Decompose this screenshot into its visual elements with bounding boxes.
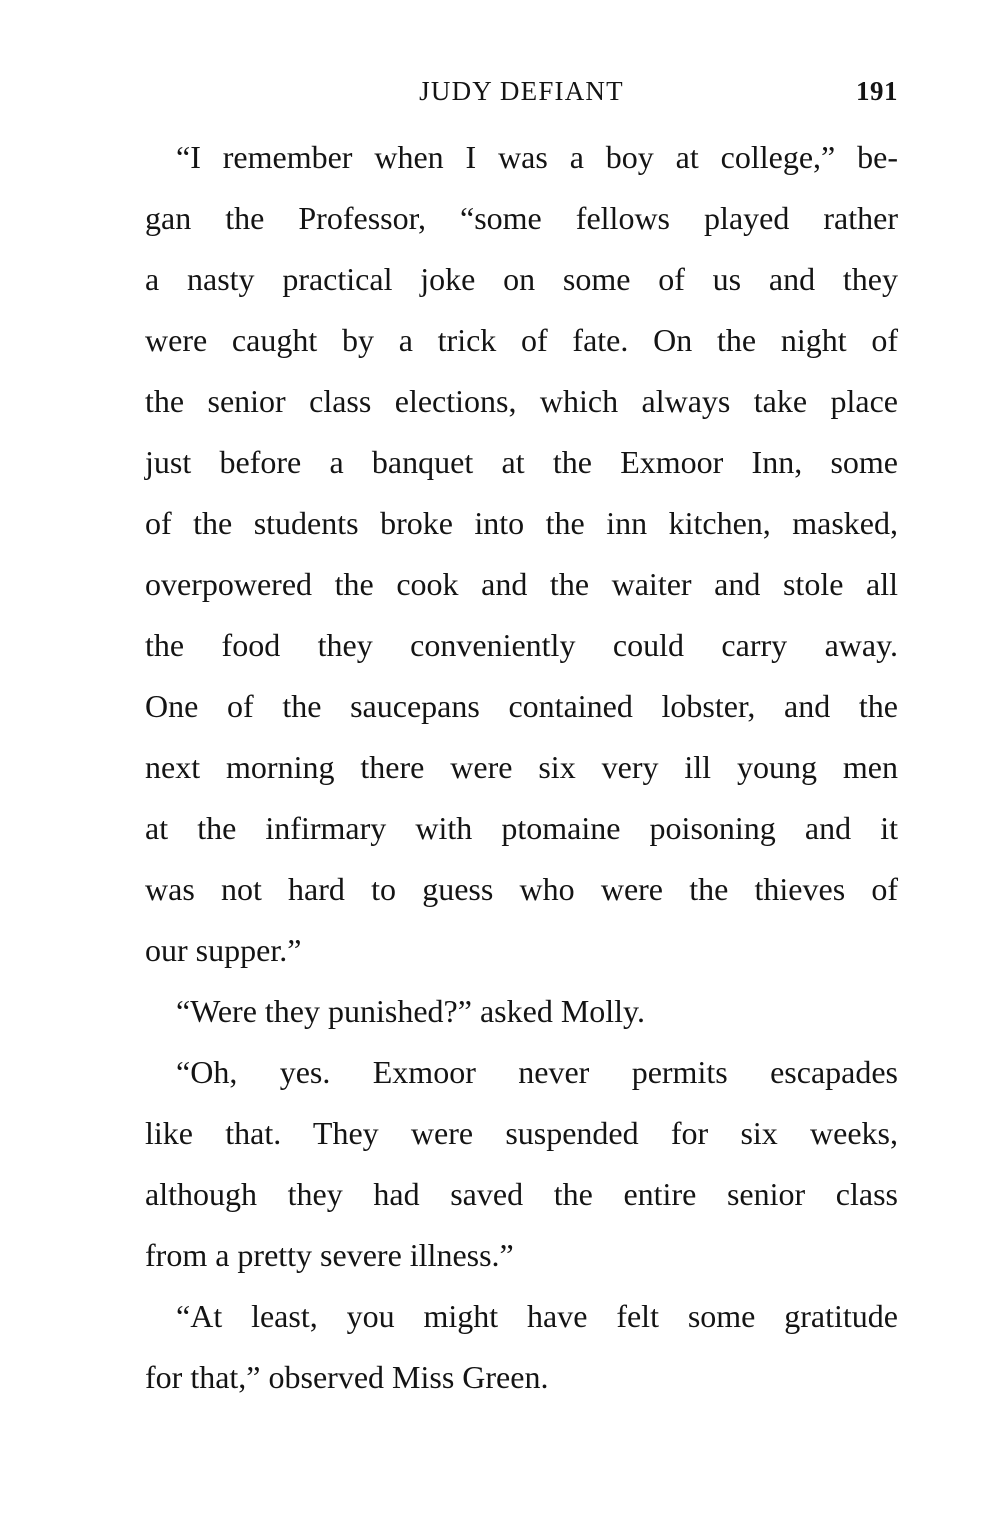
text-line: at the infirmary with ptomaine poisoning and it <box>145 810 898 846</box>
text-line: “I remember when I was a boy at college,” be- <box>176 139 898 175</box>
text-line: our supper.” <box>145 932 302 968</box>
text-line: like that. They were suspended for six weeks, <box>145 1115 898 1151</box>
text-line: although they had saved the entire senior class <box>145 1176 898 1212</box>
text-line: were caught by a trick of fate. On the night of <box>145 322 898 358</box>
text-line: “At least, you might have felt some gratitude <box>176 1298 898 1334</box>
text-line: “Were they punished?” asked Molly. <box>176 993 645 1029</box>
text-line: for that,” observed Miss Green. <box>145 1359 549 1395</box>
text-line: just before a banquet at the Exmoor Inn, some <box>145 444 898 480</box>
text-line: “Oh, yes. Exmoor never permits escapades <box>176 1054 898 1090</box>
text-line: overpowered the cook and the waiter and stole all <box>145 566 898 602</box>
text-line: next morning there were six very ill young men <box>145 749 898 785</box>
text-line: was not hard to guess who were the thieves of <box>145 871 898 907</box>
text-line: One of the saucepans contained lobster, and the <box>145 688 898 724</box>
running-title: JUDY DEFIANT <box>419 76 624 106</box>
text-line: of the students broke into the inn kitchen, masked, <box>145 505 898 541</box>
text-line: from a pretty severe illness.” <box>145 1237 514 1273</box>
text-line: the food they conveniently could carry away. <box>145 627 898 663</box>
body-text <box>145 127 898 1408</box>
running-head <box>145 76 898 112</box>
page-number: 191 <box>856 76 898 106</box>
text-line: the senior class elections, which always take place <box>145 383 898 419</box>
text-line: gan the Professor, “some fellows played rather <box>145 200 898 236</box>
text-line: a nasty practical joke on some of us and they <box>145 261 898 297</box>
